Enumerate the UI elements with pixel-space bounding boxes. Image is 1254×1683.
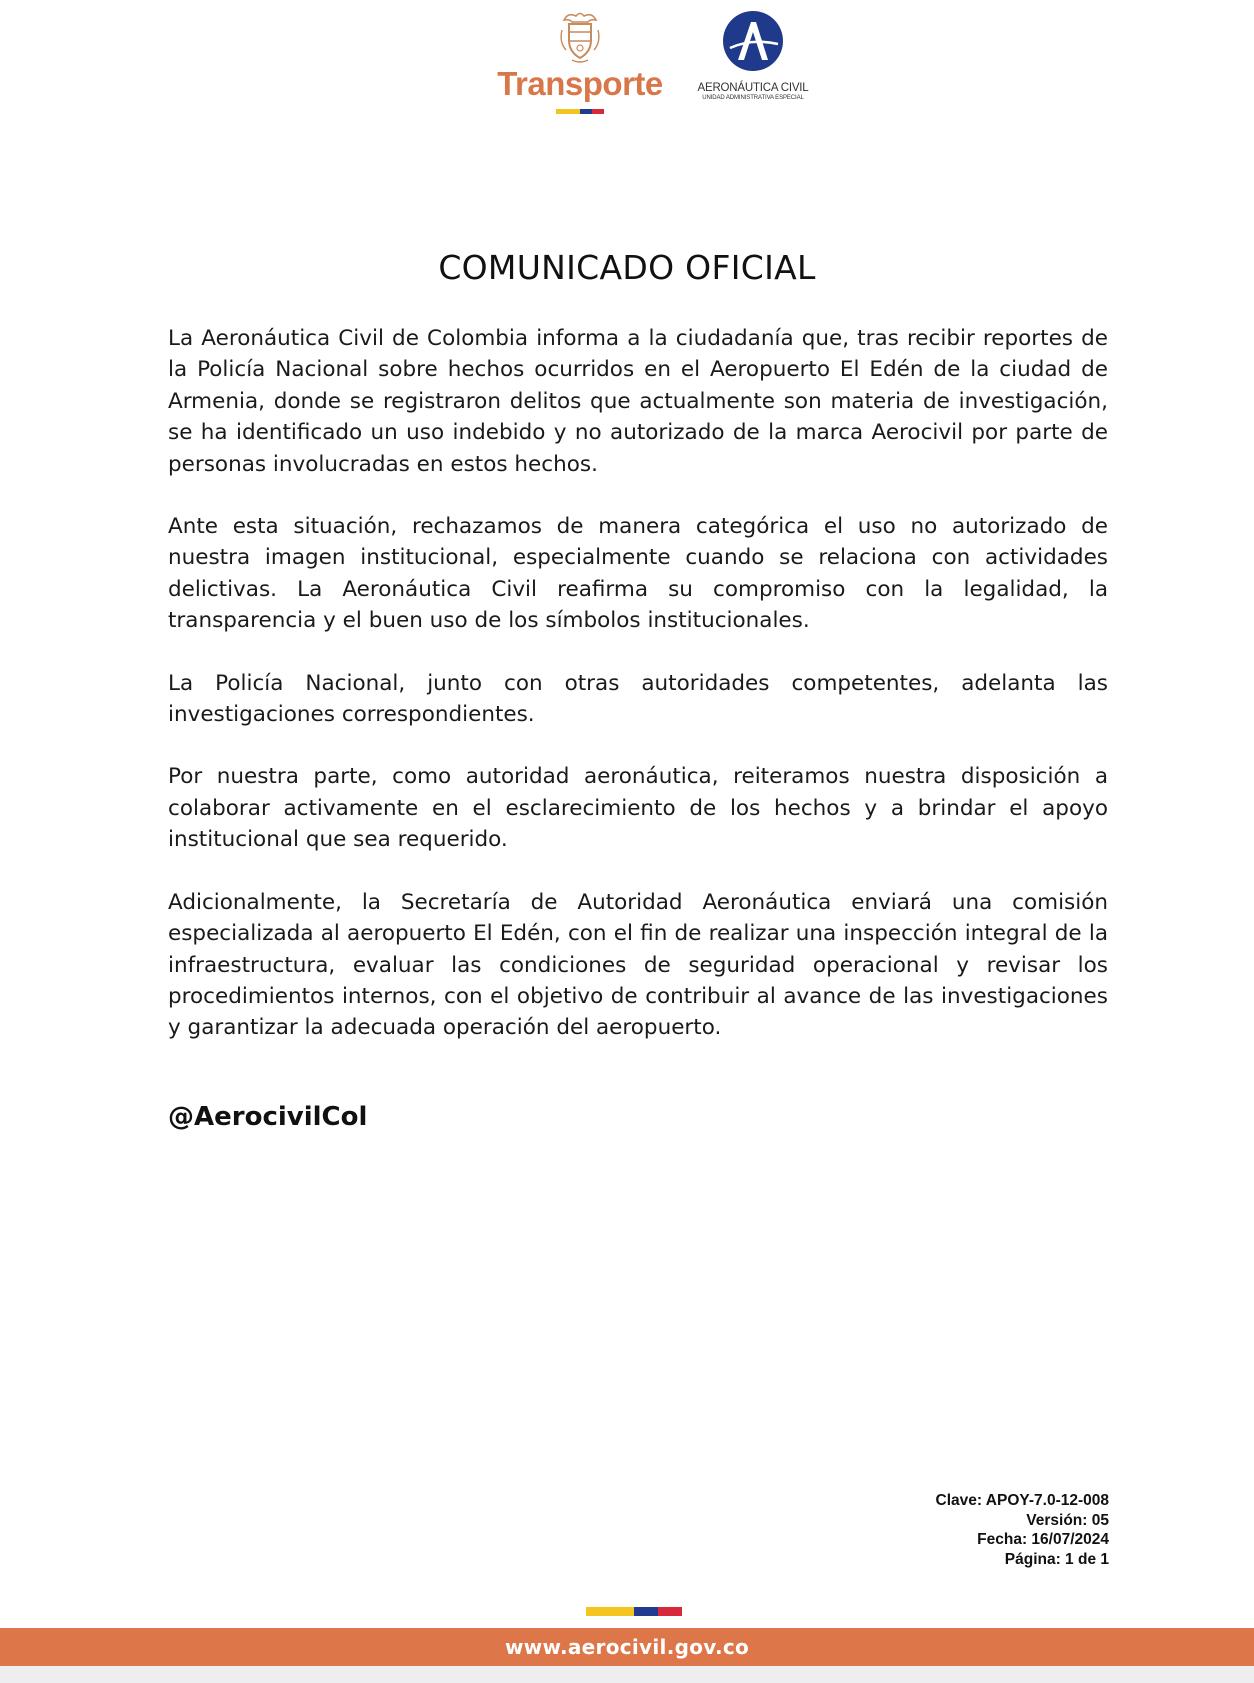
document-body [168,323,1108,1075]
meta-clave: Clave: APOY-7.0-12-008 [935,1492,1109,1509]
document-metadata [936,1491,1109,1569]
transporte-logo [490,10,670,116]
meta-version: Versión: 05 [1026,1511,1109,1529]
coat-of-arms-icon [554,10,606,64]
body-paragraph: Ante esta situación, rechazamos de manera categórica el uso no autorizado de nuestra imagen institucional, especialmente cuando se relaciona con actividades delictivas. La Aeronáutica Civil reafirma su compromiso con la legalidad, la transparencia y el buen uso de los símbolos institucionales. [168,514,1108,634]
colombia-flag-stripe [556,109,604,114]
aerocivil-name: AERONÁUTICA CIVIL [697,82,809,94]
footer-bar [0,1628,1254,1666]
meta-fecha: Fecha: 16/07/2024 [977,1531,1109,1548]
footer-flag-stripe [586,1607,682,1616]
body-paragraph: La Policía Nacional, junto con otras autoridades competentes, adelanta las investigaciones correspondientes. [168,670,1108,728]
bottom-strip [0,1666,1254,1683]
aerocivil-a-icon [722,10,784,72]
document-header [0,0,1254,120]
body-paragraph: Adicionalmente, la Secretaría de Autoridad Aeronáutica enviará una comisión especializada al aeropuerto El Edén, con el fin de realizar una inspección integral de la infraestructura, evaluar las condiciones de seguridad operacional y revisar los procedimientos internos, con el objetivo de contribuir al avance de las investigaciones y garantizar la adecuada operación del aeropuerto. [168,889,1108,1041]
social-handle: @AerocivilCol [168,1102,368,1132]
aerocivil-logo [688,10,818,110]
website-link[interactable]: www.aerocivil.gov.co [504,1635,750,1659]
document-title: COMUNICADO OFICIAL [438,248,816,287]
aerocivil-subtitle: UNIDAD ADMINISTRATIVA ESPECIAL [702,95,804,101]
transporte-label: Transporte [497,65,663,102]
body-paragraph: La Aeronáutica Civil de Colombia informa a la ciudadanía que, tras recibir reportes de la Policía Nacional sobre hechos ocurridos en el Aeropuerto El Edén de la ciudad de Armenia, donde se registraron delitos que actualmente son materia de investigación, se ha identificado un uso indebido y no autorizado de la marca Aerocivil por parte de personas involucradas en estos hechos. [168,326,1108,477]
body-paragraph: Por nuestra parte, como autoridad aeronáutica, reiteramos nuestra disposición a colaborar activamente en el esclarecimiento de los hechos y a brindar el apoyo institucional que sea requerido. [168,764,1108,853]
meta-pagina: Página: 1 de 1 [1004,1550,1109,1568]
